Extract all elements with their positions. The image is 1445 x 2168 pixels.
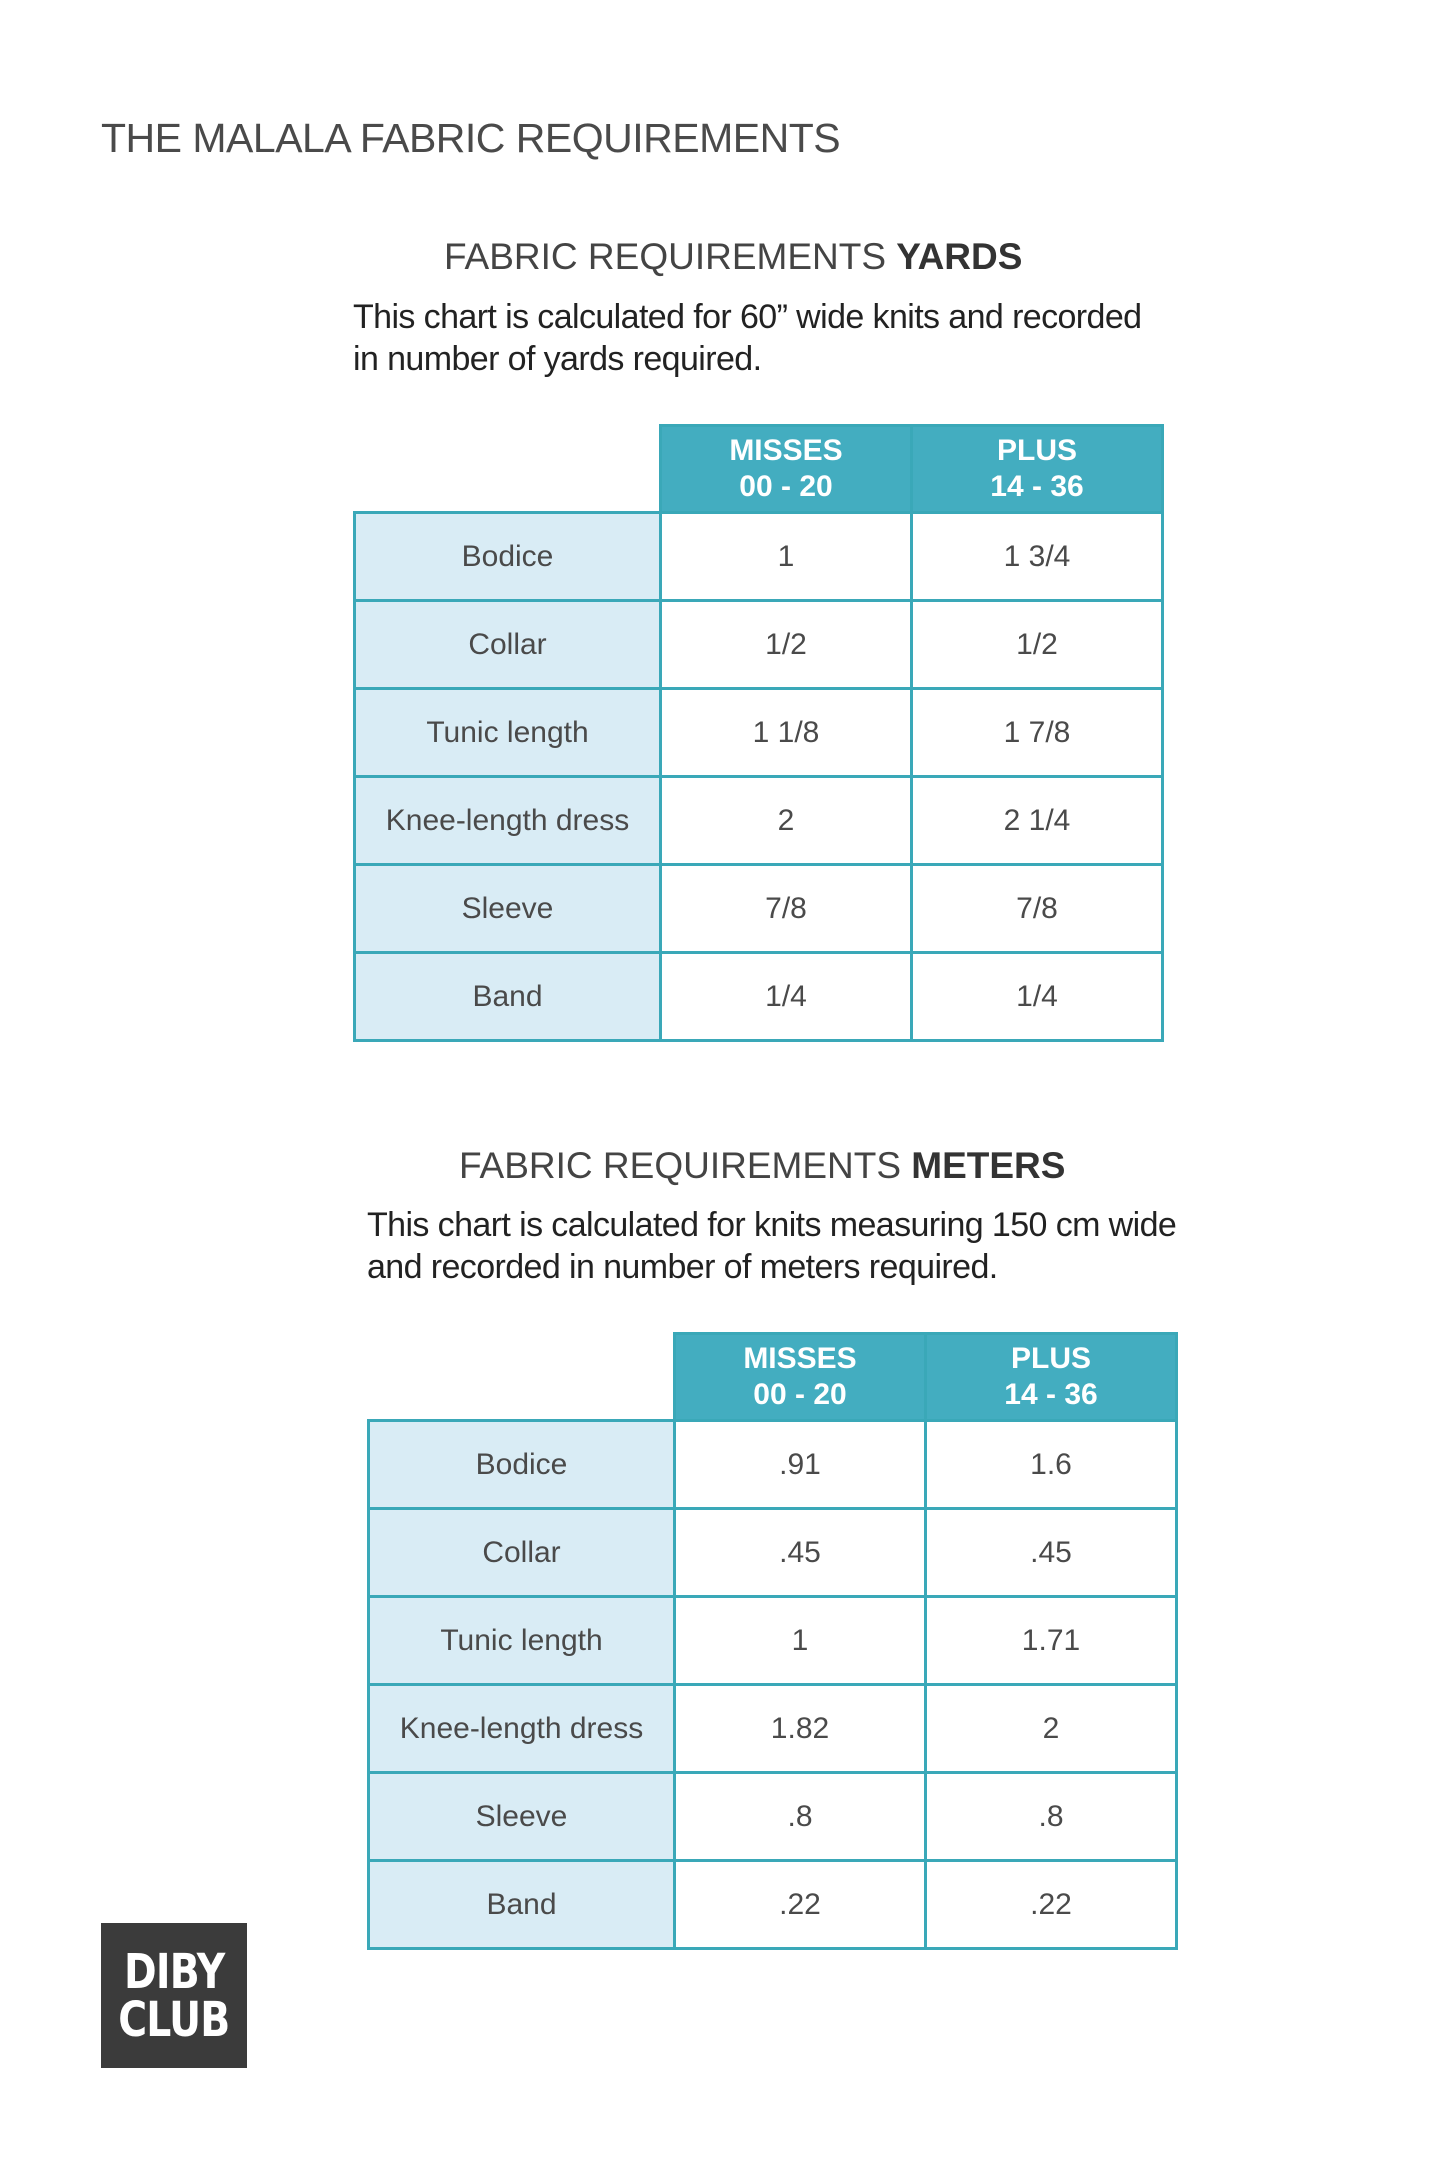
- misses-value: 1/2: [661, 601, 912, 689]
- misses-value: .91: [675, 1421, 926, 1509]
- table-header-row: [369, 1334, 1177, 1421]
- row-label: Collar: [369, 1509, 675, 1597]
- misses-value: 1.82: [675, 1685, 926, 1773]
- col-header-line: PLUS: [996, 434, 1077, 467]
- misses-value: 1: [675, 1597, 926, 1685]
- table-row: [369, 1773, 1177, 1861]
- col-header-line: 00 - 20: [739, 470, 833, 503]
- yards-description: This chart is calculated for 60” wide knits and recorded in number of yards required.: [353, 298, 1142, 378]
- table-row: [355, 865, 1163, 953]
- yards-heading: [444, 236, 1022, 278]
- plus-value: 7/8: [912, 865, 1163, 953]
- yards-heading-prefix: FABRIC REQUIREMENTS: [444, 236, 886, 277]
- misses-value: 1/4: [661, 953, 912, 1041]
- table-row: [355, 601, 1163, 689]
- table-row: [355, 777, 1163, 865]
- plus-value: 2: [926, 1685, 1177, 1773]
- col-header-line: MISSES: [743, 1342, 857, 1375]
- plus-value: 1 3/4: [912, 513, 1163, 601]
- yards-heading-unit: YARDS: [896, 236, 1023, 277]
- table-row: [355, 689, 1163, 777]
- plus-value: 1.71: [926, 1597, 1177, 1685]
- misses-value: .8: [675, 1773, 926, 1861]
- meters-heading-unit: METERS: [911, 1145, 1066, 1186]
- misses-value: 1 1/8: [661, 689, 912, 777]
- col-header-line: MISSES: [729, 434, 843, 467]
- row-label: Tunic length: [355, 689, 661, 777]
- row-label: Band: [369, 1861, 675, 1949]
- table-row: [369, 1597, 1177, 1685]
- diby-club-logo: [101, 1923, 247, 2068]
- col-header-plus: [912, 426, 1163, 513]
- plus-value: .8: [926, 1773, 1177, 1861]
- col-header-line: PLUS: [1010, 1342, 1091, 1375]
- table-row: [369, 1421, 1177, 1509]
- page-title: THE MALALA FABRIC REQUIREMENTS: [101, 115, 841, 161]
- row-label: Collar: [355, 601, 661, 689]
- col-header-misses: [661, 426, 912, 513]
- logo-text-line: DIBY: [123, 1943, 225, 2000]
- misses-value: 2: [661, 777, 912, 865]
- table-row: [369, 1861, 1177, 1949]
- meters-description: This chart is calculated for knits measuring 150 cm wide and recorded in number of meters required.: [367, 1206, 1177, 1286]
- table-header-row: [355, 426, 1163, 513]
- table-row: [369, 1685, 1177, 1773]
- row-label: Bodice: [369, 1421, 675, 1509]
- logo-text-line: CLUB: [118, 1991, 230, 2048]
- row-label: Band: [355, 953, 661, 1041]
- misses-value: .45: [675, 1509, 926, 1597]
- col-header-plus: [926, 1334, 1177, 1421]
- table-row: [355, 513, 1163, 601]
- row-label: Knee-length dress: [369, 1685, 675, 1773]
- row-label: Knee-length dress: [355, 777, 661, 865]
- header-blank-cell: [355, 426, 661, 513]
- table-row: [355, 953, 1163, 1041]
- meters-heading-prefix: FABRIC REQUIREMENTS: [459, 1145, 901, 1186]
- row-label: Tunic length: [369, 1597, 675, 1685]
- row-label: Sleeve: [355, 865, 661, 953]
- row-label: Sleeve: [369, 1773, 675, 1861]
- meters-table: [367, 1332, 1178, 1950]
- yards-table: [353, 424, 1164, 1042]
- plus-value: .45: [926, 1509, 1177, 1597]
- misses-value: 1: [661, 513, 912, 601]
- plus-value: 2 1/4: [912, 777, 1163, 865]
- misses-value: .22: [675, 1861, 926, 1949]
- misses-value: 7/8: [661, 865, 912, 953]
- table-row: [369, 1509, 1177, 1597]
- col-header-line: 14 - 36: [990, 470, 1084, 503]
- col-header-misses: [675, 1334, 926, 1421]
- header-blank-cell: [369, 1334, 675, 1421]
- plus-value: .22: [926, 1861, 1177, 1949]
- col-header-line: 14 - 36: [1004, 1378, 1098, 1411]
- plus-value: 1/2: [912, 601, 1163, 689]
- row-label: Bodice: [355, 513, 661, 601]
- plus-value: 1 7/8: [912, 689, 1163, 777]
- plus-value: 1/4: [912, 953, 1163, 1041]
- col-header-line: 00 - 20: [753, 1378, 847, 1411]
- meters-heading: [459, 1145, 1065, 1187]
- plus-value: 1.6: [926, 1421, 1177, 1509]
